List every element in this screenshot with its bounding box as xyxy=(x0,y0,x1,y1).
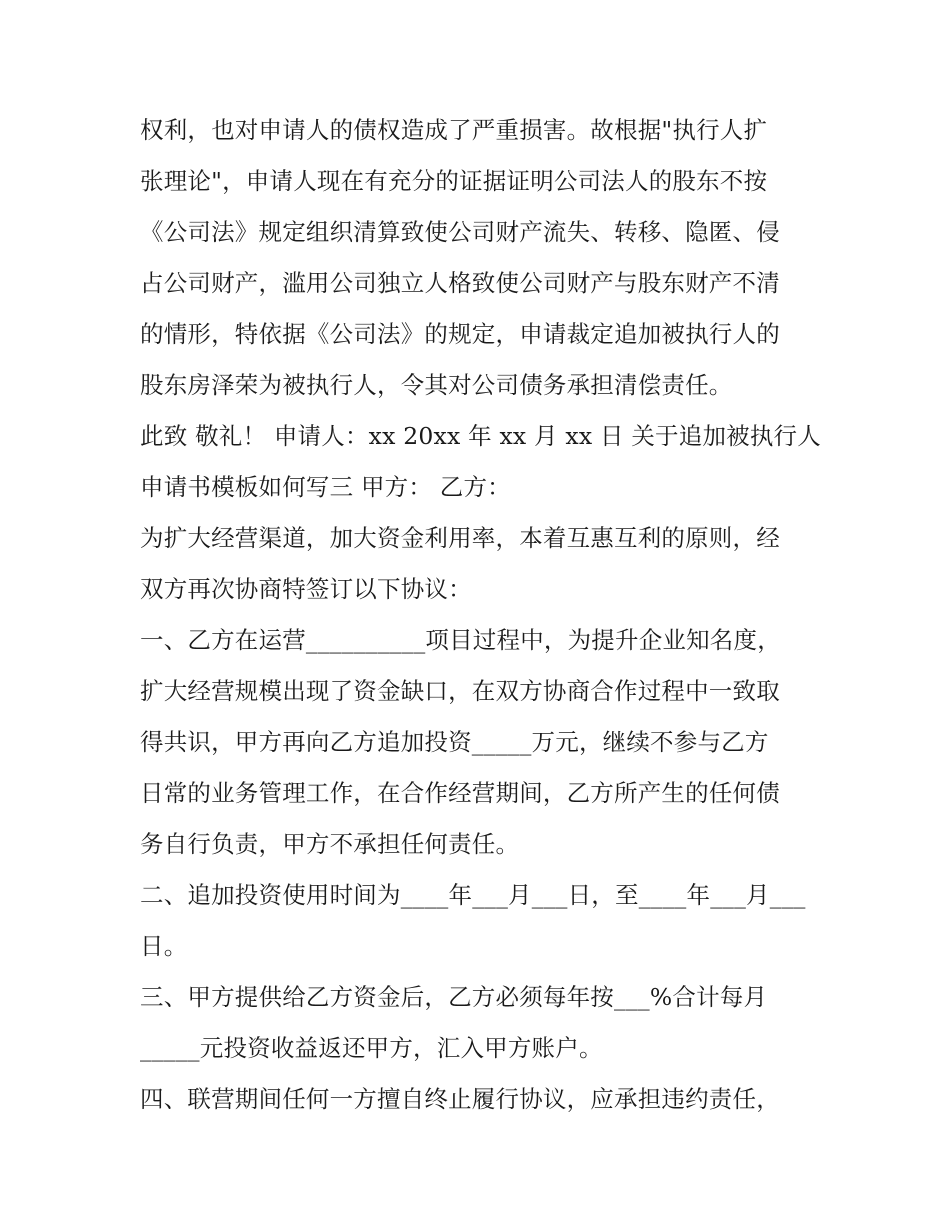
text-line: 得共识，甲方再向乙方追加投资_____万元，继续不参与乙方 xyxy=(140,728,769,756)
text-line: 张理论"，申请人现在有充分的证据证明公司法人的股东不按 xyxy=(140,167,768,195)
text-line: 此致 敬礼！ 申请人：xx 20xx 年 xx 月 xx 日 关于追加被执行人 xyxy=(140,422,821,450)
text-line: 四、联营期间任何一方擅自终止履行协议，应承担违约责任， xyxy=(140,1085,780,1113)
text-line: 务自行负责，甲方不承担任何责任。 xyxy=(140,830,520,858)
document-body xyxy=(140,105,820,1125)
text-line: 占公司财产，滥用公司独立人格致使公司财产与股东财产不清 xyxy=(140,269,780,297)
text-line: 《公司法》规定组织清算致使公司财产流失、转移、隐匿、侵 xyxy=(140,218,780,246)
text-line: 日常的业务管理工作，在合作经营期间，乙方所产生的任何债 xyxy=(140,779,780,807)
text-line: 申请书模板如何写三 甲方： 乙方： xyxy=(140,473,511,501)
text-line: 日。 xyxy=(140,932,188,960)
text-line: 双方再次协商特签订以下协议： xyxy=(140,575,472,603)
text-line: 一、乙方在运营__________项目过程中，为提升企业知名度， xyxy=(140,626,781,654)
text-line: 股东房泽荣为被执行人，令其对公司债务承担清偿责任。 xyxy=(140,371,733,399)
text-line: 扩大经营规模出现了资金缺口，在双方协商合作过程中一致取 xyxy=(140,677,780,705)
text-line: 二、追加投资使用时间为____年___月___日，至____年___月___ xyxy=(140,881,806,909)
text-line: 的情形，特依据《公司法》的规定，申请裁定追加被执行人的 xyxy=(140,320,780,348)
text-line: 为扩大经营渠道，加大资金利用率，本着互惠互利的原则，经 xyxy=(140,524,780,552)
text-line: 三、甲方提供给乙方资金后，乙方必须每年按___%合计每月 xyxy=(140,983,768,1011)
text-line: _____元投资收益返还甲方，汇入甲方账户。 xyxy=(140,1034,603,1062)
text-line: 权利，也对申请人的债权造成了严重损害。故根据"执行人扩 xyxy=(140,116,768,144)
